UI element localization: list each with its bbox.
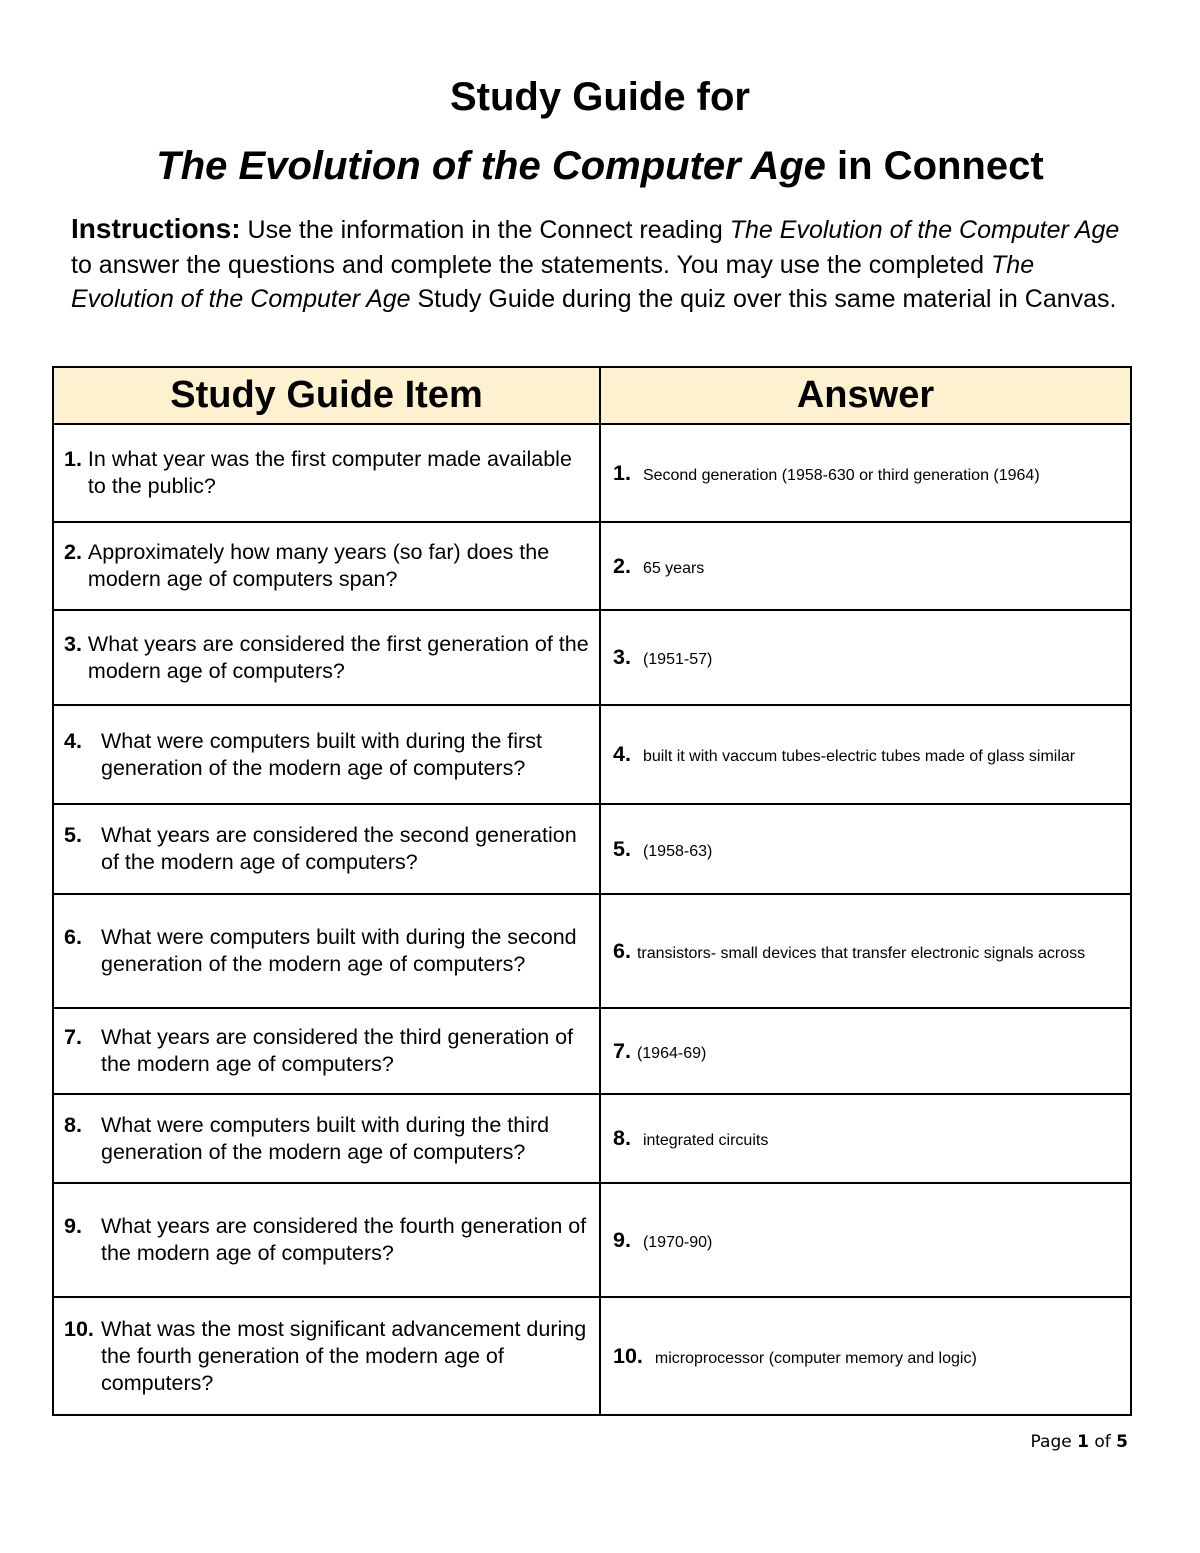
question-number: 5. <box>64 823 82 847</box>
question-cell <box>53 804 600 894</box>
instructions-label: Instructions: <box>71 213 241 244</box>
question-text: What was the most significant advancement during the fourth generation of the modern age of computers? <box>101 1316 587 1395</box>
question-cell <box>53 705 600 804</box>
question-number: 8. <box>64 1112 82 1137</box>
answer-number: 8. <box>613 1126 631 1150</box>
answer-number: 5. <box>613 836 631 861</box>
header-study-guide-item: Study Guide Item <box>53 367 600 424</box>
answer-cell <box>600 424 1131 522</box>
question-text: What years are considered the third generation of the modern age of computers? <box>101 1025 574 1076</box>
answer-number: 4. <box>613 742 631 766</box>
header-answer: Answer <box>600 367 1131 424</box>
answer-text: (1964-69) <box>636 1044 707 1062</box>
question-number: 4. <box>64 728 82 753</box>
answer-text: integrated circuits <box>642 1132 769 1149</box>
answer-cell <box>600 804 1131 894</box>
answer-number: 1. <box>613 460 631 485</box>
answer-number: 7. <box>613 1038 631 1063</box>
question-number: 1. <box>64 447 82 471</box>
question-text: In what year was the first computer made available to the public? <box>87 447 572 498</box>
answer-cell <box>600 1183 1131 1297</box>
reading-title: The Evolution of the Computer Age <box>71 250 1035 313</box>
question-cell <box>53 522 600 610</box>
question-cell <box>53 894 600 1008</box>
reading-title: The Evolution of the Computer Age <box>729 216 1120 244</box>
page-title-line1: Study Guide for <box>450 75 750 119</box>
answer-number: 6. <box>613 938 631 963</box>
answer-cell <box>600 894 1131 1008</box>
table-row <box>53 1008 1131 1094</box>
question-number: 10. <box>64 1316 94 1341</box>
question-cell <box>53 1094 600 1183</box>
page-number-footer <box>1031 1432 1128 1452</box>
question-text: What were computers built with during the first generation of the modern age of computers? <box>101 728 542 780</box>
question-text: What were computers built with during the second generation of the modern age of computers? <box>101 925 577 976</box>
table-header-row <box>53 367 1131 424</box>
answer-text: (1970-90) <box>642 1233 713 1251</box>
question-cell <box>53 424 600 522</box>
question-cell <box>53 1008 600 1094</box>
question-text: What years are considered the first generation of the modern age of computers? <box>87 631 589 683</box>
table-row <box>53 1183 1131 1297</box>
answer-text: (1958-63) <box>642 842 713 860</box>
answer-number: 3. <box>613 645 631 669</box>
page-num: 1 <box>1077 1432 1089 1452</box>
instructions-paragraph <box>71 212 1131 317</box>
answer-cell <box>600 1094 1131 1183</box>
table-row <box>53 894 1131 1008</box>
answer-text: Second generation (1958-630 or third generation (1964) <box>642 466 1040 484</box>
question-text: What years are considered the fourth generation of the modern age of computers? <box>101 1214 587 1265</box>
study-guide-table <box>52 366 1132 1416</box>
instructions-text: to answer the questions and complete the statements. You may use the completed <box>71 250 992 279</box>
table-row <box>53 522 1131 610</box>
question-number: 9. <box>64 1214 82 1238</box>
table-row <box>53 705 1131 804</box>
page-total: 5 <box>1116 1432 1128 1452</box>
instructions-text: Use the information in the Connect reading <box>240 216 730 244</box>
answer-text: built it with vaccum tubes-electric tubes made of glass similar <box>642 748 1076 765</box>
title-rest: in Connect <box>825 144 1044 188</box>
table-row <box>53 804 1131 894</box>
answer-cell <box>600 705 1131 804</box>
answer-text: microprocessor (computer memory and logic) <box>654 1349 977 1367</box>
answer-cell <box>600 522 1131 610</box>
answer-cell <box>600 1297 1131 1415</box>
question-cell <box>53 1183 600 1297</box>
answer-text: 65 years <box>642 559 705 577</box>
table-row <box>53 424 1131 522</box>
answer-text: (1951-57) <box>642 651 713 668</box>
page-title-line2 <box>0 143 1200 189</box>
table-row <box>53 610 1131 705</box>
question-cell <box>53 610 600 705</box>
question-number: 6. <box>64 925 82 949</box>
answer-number: 2. <box>613 553 631 578</box>
instructions-text: Study Guide during the quiz over this same material in Canvas. <box>410 285 1117 313</box>
table-row <box>53 1094 1131 1183</box>
question-number: 7. <box>64 1025 82 1049</box>
question-number: 3. <box>64 631 82 656</box>
question-text: Approximately how many years (so far) does the modern age of computers span? <box>87 540 550 591</box>
of-label: of <box>1088 1432 1117 1452</box>
answer-text: transistors- small devices that transfer electronic signals across <box>636 944 1086 962</box>
table-row <box>53 1297 1131 1415</box>
question-cell <box>53 1297 600 1415</box>
answer-number: 9. <box>613 1227 631 1252</box>
question-text: What were computers built with during the third generation of the modern age of computers? <box>101 1112 550 1164</box>
answer-number: 10. <box>613 1343 643 1368</box>
page-label: Page <box>1030 1432 1078 1452</box>
question-text: What years are considered the second generation of the modern age of computers? <box>101 823 577 874</box>
question-number: 2. <box>64 540 82 564</box>
title-italic: The Evolution of the Computer Age <box>156 144 826 188</box>
answer-cell <box>600 610 1131 705</box>
answer-cell <box>600 1008 1131 1094</box>
